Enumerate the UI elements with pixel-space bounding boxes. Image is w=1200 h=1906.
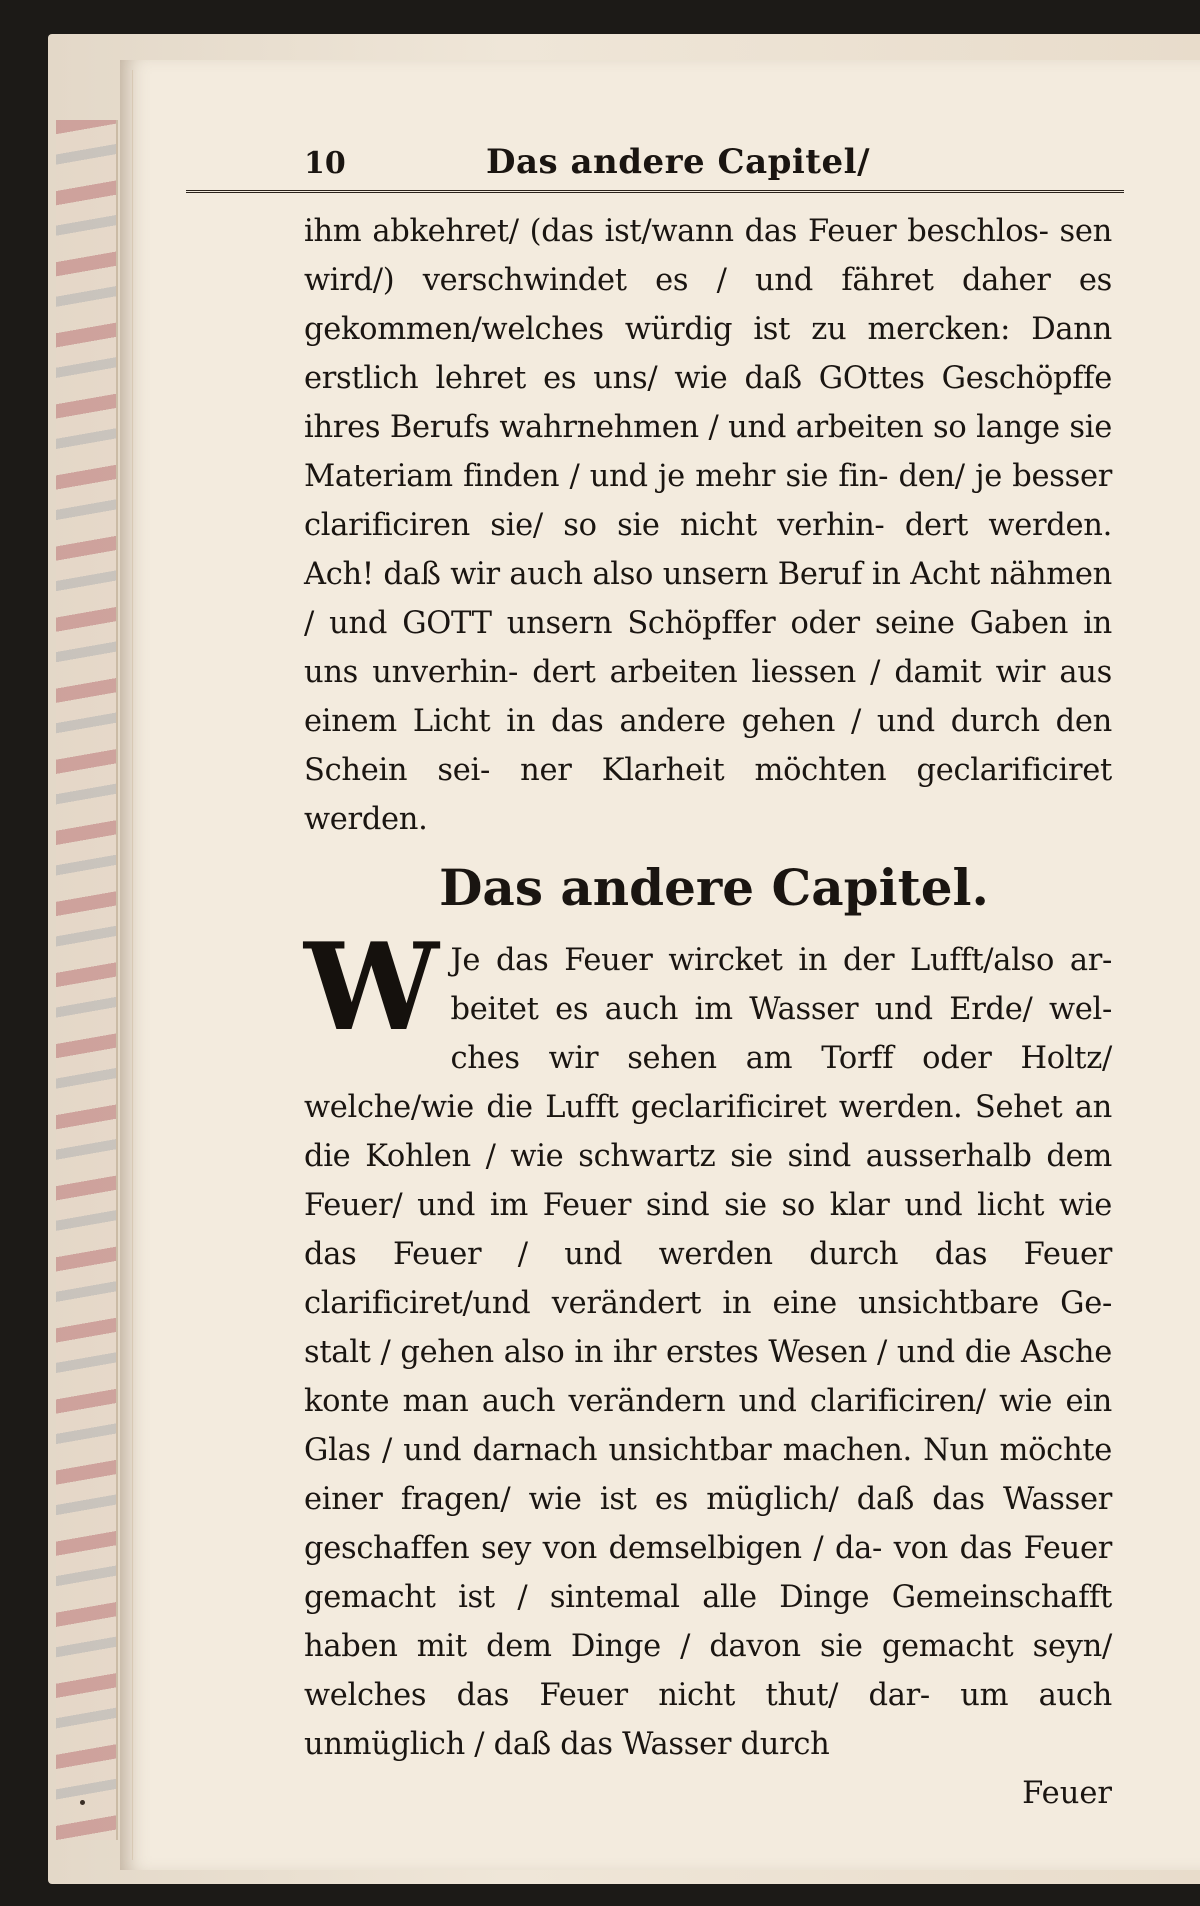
catchword: Feuer bbox=[1022, 1776, 1112, 1811]
drop-cap-initial: W bbox=[304, 917, 439, 1058]
page-header bbox=[186, 140, 1124, 193]
running-head: Das andere Capitel/ bbox=[486, 142, 870, 182]
page-content bbox=[186, 140, 1124, 1818]
ink-speck bbox=[80, 1800, 85, 1805]
page-number: 10 bbox=[304, 146, 346, 181]
paragraph-2-text: Je das Feuer wircket in der Lufft/also ar- beitet es auch im Wasser und Erde/ wel- ches wir sehen am Torff oder Holtz/ welche/wie die Lufft geclarificiret werden. Sehet an die Kohlen / wie schwartz sie sind ausserhalb dem Feuer/ und im Feuer sind sie so klar und licht wie das Feuer / und werden durch das Feuer clarificiret/und verändert in eine unsichtbare Ge- stalt / gehen also in ihr erstes Wesen / und die Asche konte man auch verändern und clarificiren/ wie ein Glas / und darnach unsichtbar machen. Nun möchte einer fragen/ wie ist es müglich/ daß das Wasser geschaffen sey von demselbigen / da- von das Feuer gemacht ist / sintemal alle Dinge Gemeinschafft haben mit dem Dinge / davon sie gemacht seyn/ welches das Feuer nicht thut/ dar- um auch unmüglich / daß das Wasser durch bbox=[304, 943, 1112, 1762]
marbled-endpaper bbox=[56, 120, 118, 1840]
paragraph-2 bbox=[186, 917, 1124, 1769]
paragraph-1 bbox=[186, 207, 1124, 844]
paragraph-1-text: ihm abkehret/ (das ist/wann das Feuer beschlos- sen wird/) verschwindet es / und fähret daher es gekommen/welches würdig ist zu mercken: Dann erstlich lehret es uns/ wie daß GOttes Geschöpffe ihres Berufs wahrnehmen / und arbeiten so lange sie Materiam finden / und je mehr sie fin- den/ je besser clarificiren sie/ so sie nicht verhin- dert werden. Ach! daß wir auch also unsern Beruf in Acht nähmen / und GOTT unsern Schöpffer oder seine Gaben in uns unverhin- dert arbeiten liessen / damit wir aus einem Licht in das andere gehen / und durch den Schein sei- ner Klarheit möchten geclarificiret werden. bbox=[304, 214, 1112, 837]
chapter-heading: Das andere Capitel. bbox=[439, 858, 989, 917]
